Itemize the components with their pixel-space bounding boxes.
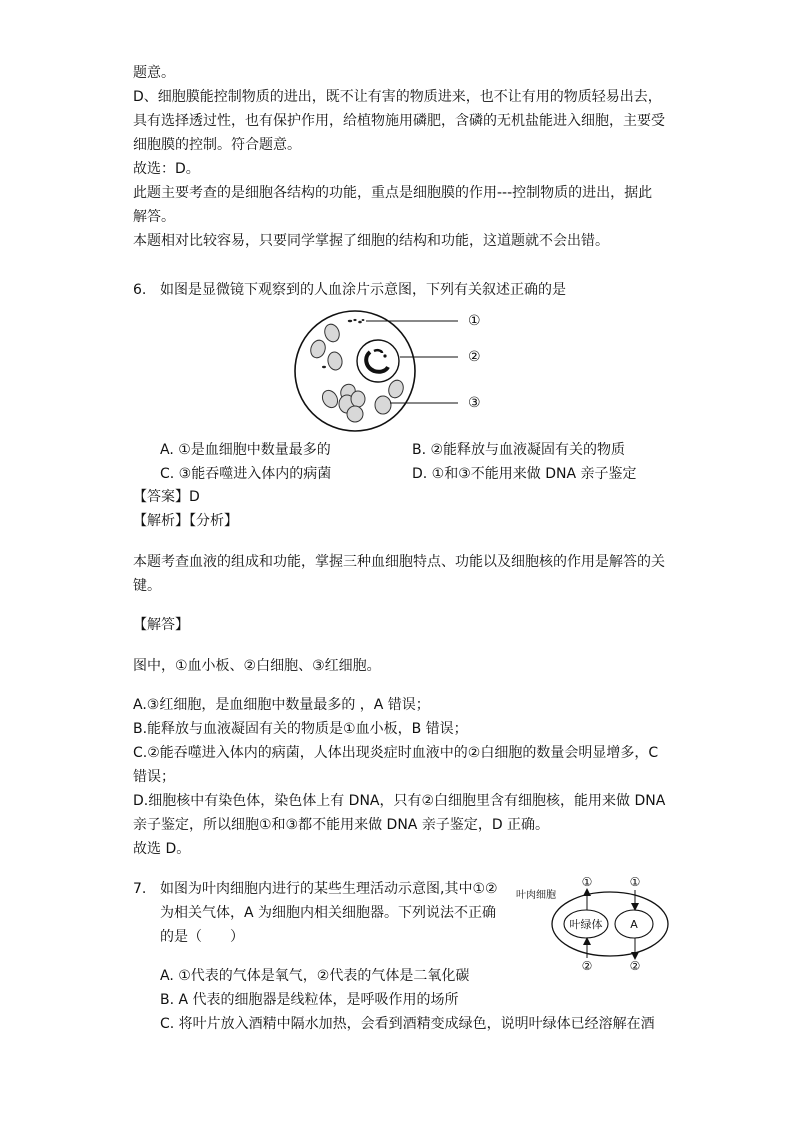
solution-line: 亲子鉴定，所以细胞①和③都不能用来做 DNA 亲子鉴定，D 正确。 [133,817,550,833]
question-stem-line: 如图为叶肉细胞内进行的某些生理活动示意图,其中①② [160,881,498,897]
option-c: C. ③能吞噬进入体内的病菌 [160,466,332,482]
analysis-line: 键。 [133,578,161,594]
bottom-label-right: ② [629,959,641,973]
bottom-label-left: ② [581,959,593,973]
organelle-a-label: A [630,918,638,931]
option-a: A. ①代表的气体是氧气，②代表的气体是二氧化碳 [160,968,470,984]
text-line: 题意。 [133,65,175,81]
option-a: A. ①是血细胞中数量最多的 [160,442,331,458]
option-d: D. ①和③不能用来做 DNA 亲子鉴定 [412,466,637,482]
solution-line: 错误； [133,769,175,785]
text-line: 故选：D。 [133,161,200,177]
text-line: 具有选择透过性，也有保护作用，给植物施用磷肥，含磷的无机盐能进入细胞，主要受 [133,113,665,129]
question-stem: 如图是显微镜下观察到的人血涂片示意图，下列有关叙述正确的是 [160,282,566,298]
solution-intro: 图中，①血小板、②白细胞、③红细胞。 [133,658,381,674]
solution-line: 故选 D。 [133,841,191,857]
option-b: B. ②能释放与血液凝固有关的物质 [412,442,626,458]
label-2: ② [468,349,481,365]
question-number: 7. [133,881,147,897]
solution-line: A.③红细胞，是血细胞中数量最多的 ，A 错误； [133,697,430,713]
text-line: 此题主要考查的是细胞各结构的功能，重点是细胞膜的作用---控制物质的进出，据此 [133,185,653,201]
text-line: D、细胞膜能控制物质的进出，既不让有害的物质进来，也不让有用的物质轻易出去， [133,89,662,105]
solution-line: D.细胞核中有染色体，染色体上有 DNA，只有②白细胞里含有细胞核，能用来做 DNA [133,793,666,809]
analysis-header: 【解析】【分析】 [133,513,238,529]
question-number: 6. [133,282,147,298]
solution-line: C.②能吞噬进入体内的病菌，人体出现炎症时血液中的②白细胞的数量会明显增多，C [133,745,659,761]
solution-header: 【解答】 [133,617,189,633]
text-line: 本题相对比较容易，只要同学掌握了细胞的结构和功能，这道题就不会出错。 [133,233,609,249]
label-1: ① [468,313,481,329]
blood-smear-figure [290,305,500,435]
solution-line: B.能释放与血液凝固有关的物质是①血小板，B 错误； [133,721,468,737]
option-b: B. A 代表的细胞器是线粒体，是呼吸作用的场所 [160,992,459,1008]
question-stem-line: 为相关气体，A 为细胞内相关细胞器。下列说法不正确 [160,905,497,921]
leaf-cell-figure [512,872,672,976]
question-stem-line: 的是（ ） [160,929,244,945]
answer-line: 【答案】D [133,489,200,505]
top-label-left: ① [581,875,593,889]
white-blood-cell [357,340,399,382]
text-line: 细胞膜的控制。符合题意。 [133,137,301,153]
option-c: C. 将叶片放入酒精中隔水加热，会看到酒精变成绿色，说明叶绿体已经溶解在酒 [160,1016,655,1032]
analysis-line: 本题考查血液的组成和功能，掌握三种血细胞特点、功能以及细胞核的作用是解答的关 [133,554,665,570]
top-label-right: ① [629,875,641,889]
text-line: 解答。 [133,209,175,225]
label-3: ③ [468,395,481,411]
chloroplast-label: 叶绿体 [569,918,603,931]
cell-label: 叶肉细胞 [516,890,556,901]
